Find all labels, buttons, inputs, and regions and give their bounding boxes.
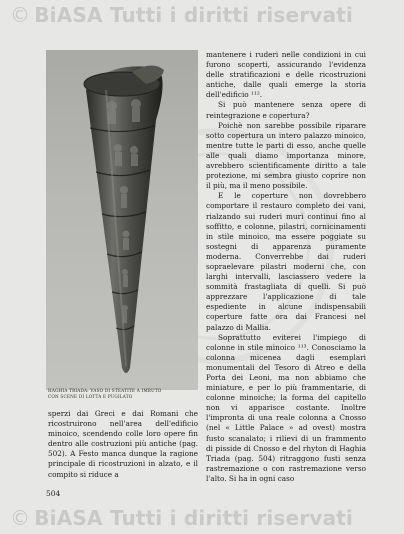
right-text-column (206, 50, 366, 484)
rhyton-photo (46, 50, 198, 390)
caption-line-1: HAGHIA TRIADA: VASO DI STEATITE A IMBUTO (48, 388, 162, 393)
rhyton-illustration (46, 50, 198, 390)
paragraph: E le coperture non dovrebbero comportare il restauro completo dei vani, rialzando sui ruderi muri continui fino al soffitto, e colonne, pilastri, cornicinamenti in stile minoico, ma essere poggiate su sostegni di apparenza puramente moderna. Converrebbe dai ruderi sopraelevare pilastri moderni che, con larghi intervalli, lasciassero vedere la sommità frastagliata di quelli. Si può apprezzare l'applicazione di tale espediente in alcune indispensabili coperture fatte ora dai Francesi nel palazzo di Mallia. (206, 191, 366, 332)
left-text-column (48, 409, 198, 480)
watermark-bottom (10, 506, 400, 530)
caption-line-2: CON SCENE DI LOTTA E PUGILATO (48, 394, 133, 399)
watermark-text: BiASA Tutti i diritti riservati (34, 506, 354, 530)
paragraph: mantenere i ruderi nelle condizioni in cui furono scoperti, assicurando l'evidenza delle stratificazioni e delle ricostruzioni antiche, dalle quali emerge la storia dell'edificio ¹¹². (206, 50, 366, 100)
paragraph: Poichè non sarebbe possibile riparare sotto copertura un intero palazzo minoico, mentre tutte le parti di esso, anche quelle alle quali diamo importanza minore, avrebbero scientificamente diritto a tale protezione, mi sembra giusto coprire non il più, ma il meno possibile. (206, 120, 366, 191)
paragraph: Si può mantenere senza opere di reintegrazione e copertura? (206, 100, 366, 120)
paragraph: Soprattutto eviterei l'impiego di colonne in stile minoico ¹¹³. Conosciamo la colonna micenea dagli esemplari monumentali del Tesoro di Atreo e della Porta dei Leoni, ma non abbiamo che miniature, e per lo più frammentarie, di colonne minoiche; la forma del capitello non vi apparisce costante. Inoltre l'impronta di una reale colonna a Cnosso (nel « Little Palace » ad ovest) mostra fusto scanalato; i rilievi di un frammento di pisside di Cnosso e del rhyton di Haghia Triada (pag. 504) ritraggono fusti senza rastremazione o con rastremazione verso l'alto. Si ha in ogni caso (206, 332, 366, 483)
figure-caption (48, 388, 198, 400)
paragraph: sperzi dai Greci e dai Romani che ricostruirono nell'area dell'edificio minoico, scendendo colle loro opere fin dentro alle costruzioni più antiche (pag. 502). A Festo manca dunque la ragione principale di ricostruzioni in alzato, e il compito si riduce a (48, 409, 198, 479)
copyright-icon: © (10, 3, 31, 27)
copyright-icon: © (10, 506, 31, 530)
watermark-text: BiASA Tutti i diritti riservati (34, 3, 354, 27)
watermark-top (10, 3, 400, 27)
page-number: 504 (46, 489, 61, 498)
